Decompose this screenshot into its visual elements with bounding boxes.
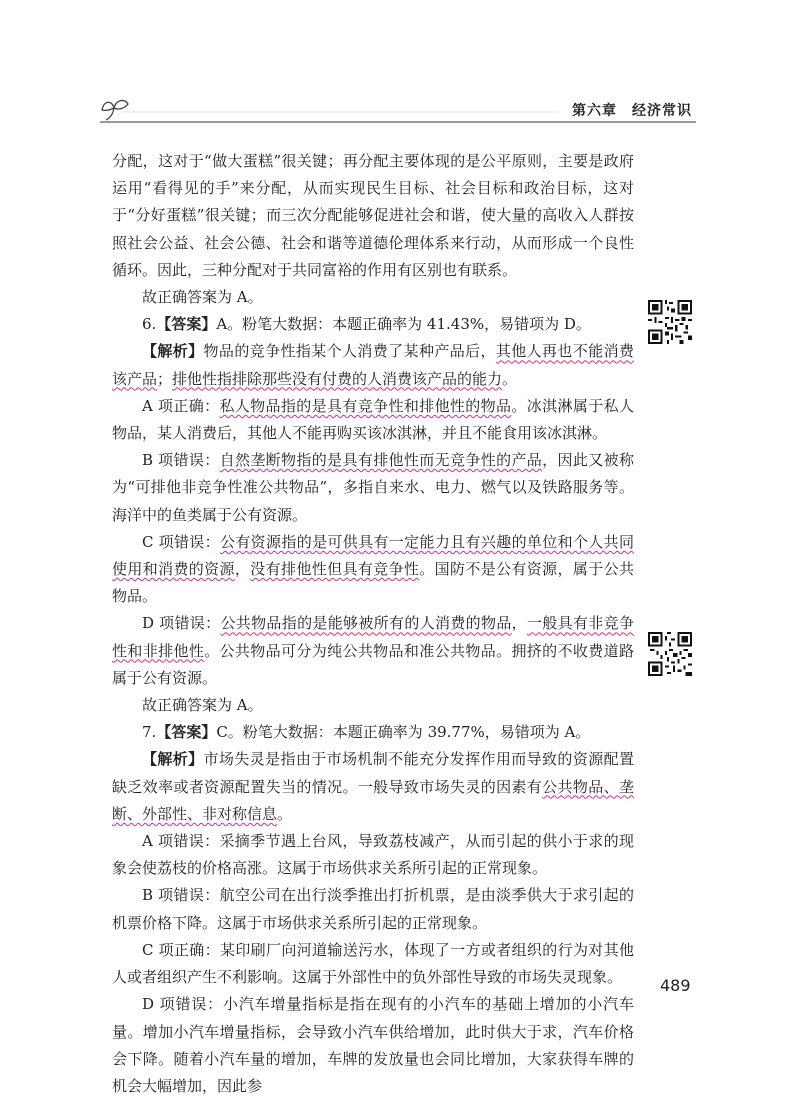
answer-6: 6.【答案】A。粉笔大数据：本题正确率为 41.43%，易错项为 D。 <box>142 315 591 334</box>
option-b-7: B 项错误：航空公司在出行淡季推出打折机票，是由淡季供大于求引起的机票价格下降。这属于市场供求关系所引起的正常现象。 <box>112 886 634 932</box>
option-a-7: A 项错误：采摘季节遇上台风，导致荔枝减产，从而引起的供小于求的现象会使荔枝的价格高涨。这属于市场供求关系所引起的正常现象。 <box>112 832 634 878</box>
paragraph: 故正确答案为 A。 <box>142 696 263 715</box>
qr-code-icon[interactable] <box>648 300 692 344</box>
option-d-7: D 项错误：小汽车增量指标是指在现有的小汽车的基础上增加的小汽车量。增加小汽车增量指标，会导致小汽车供给增加，此时供大于求，汽车价格会下降。随着小汽车量的增加，车牌的发放量也会同比增加，大家获得车牌的机会大幅增加，因此参 <box>112 995 634 1095</box>
page-number: 489 <box>660 976 691 995</box>
option-a-6: A 项正确：私人物品指的是具有竞争性和排他性的物品。冰淇淋属于私人物品，某人消费后，其他人不能再购买该冰淇淋，并且不能食用该冰淇淋。 <box>112 396 634 443</box>
option-c-6: C 项错误：公有资源指的是可供具有一定能力且有兴趣的单位和个人共同使用和消费的资源，没有排他性但具有竞争性。国防不是公有资源，属于公共物品。 <box>112 532 634 606</box>
option-c-7: C 项正确：某印刷厂向河道输送污水，体现了一方或者组织的行为对其他人或者组织产生不利影响。这属于外部性中的负外部性导致的市场失灵现象。 <box>112 940 634 987</box>
paragraph: 分配，这对于“做大蛋糕”很关键；再分配主要体现的是公平原则，主要是政府运用“看得见的手”来分配，从而实现民生目标、社会目标和政治目标，这对于“分好蛋糕”很关键；而三次分配能够促进社会和谐，使大量的高收入人群按照社会公益、社会公德、社会和谐等道德伦理体系来行动，从而形成一个良性循环。因此，三种分配对于共同富裕的作用有区别也有联系。 <box>112 152 634 279</box>
analysis-7: 【解析】市场失灵是指由于市场机制不能充分发挥作用而导致的资源配置缺乏效率或者资源配置失当的情况。一般导致市场失灵的因素有公共物品、垄断、外部性、非对称信息。 <box>112 750 634 823</box>
option-b-6: B 项错误：自然垄断物指的是具有排他性而无竞争性的产品，因此又被称为“可排他非竞争性准公共物品”，多指自来水、电力、燃气以及铁路服务等。海洋中的鱼类属于公有资源。 <box>112 451 634 524</box>
page-body <box>112 148 634 1100</box>
answer-7: 7.【答案】C。粉笔大数据：本题正确率为 39.77%，易错项为 A。 <box>142 723 591 742</box>
option-d-6: D 项错误：公共物品指的是能够被所有的人消费的物品，一般具有非竞争性和非排他性。公共物品可分为纯公共物品和准公共物品。拥挤的不收费道路属于公有资源。 <box>112 614 634 687</box>
qr-code-icon[interactable] <box>648 632 692 676</box>
analysis-6: 【解析】物品的竞争性指某个人消费了某种产品后，其他人再也不能消费该产品；排他性指排除那些没有付费的人消费该产品的能力。 <box>112 342 634 388</box>
chapter-title: 第六章 经济常识 <box>572 103 692 119</box>
paragraph: 故正确答案为 A。 <box>142 288 263 307</box>
page-header <box>98 96 696 128</box>
